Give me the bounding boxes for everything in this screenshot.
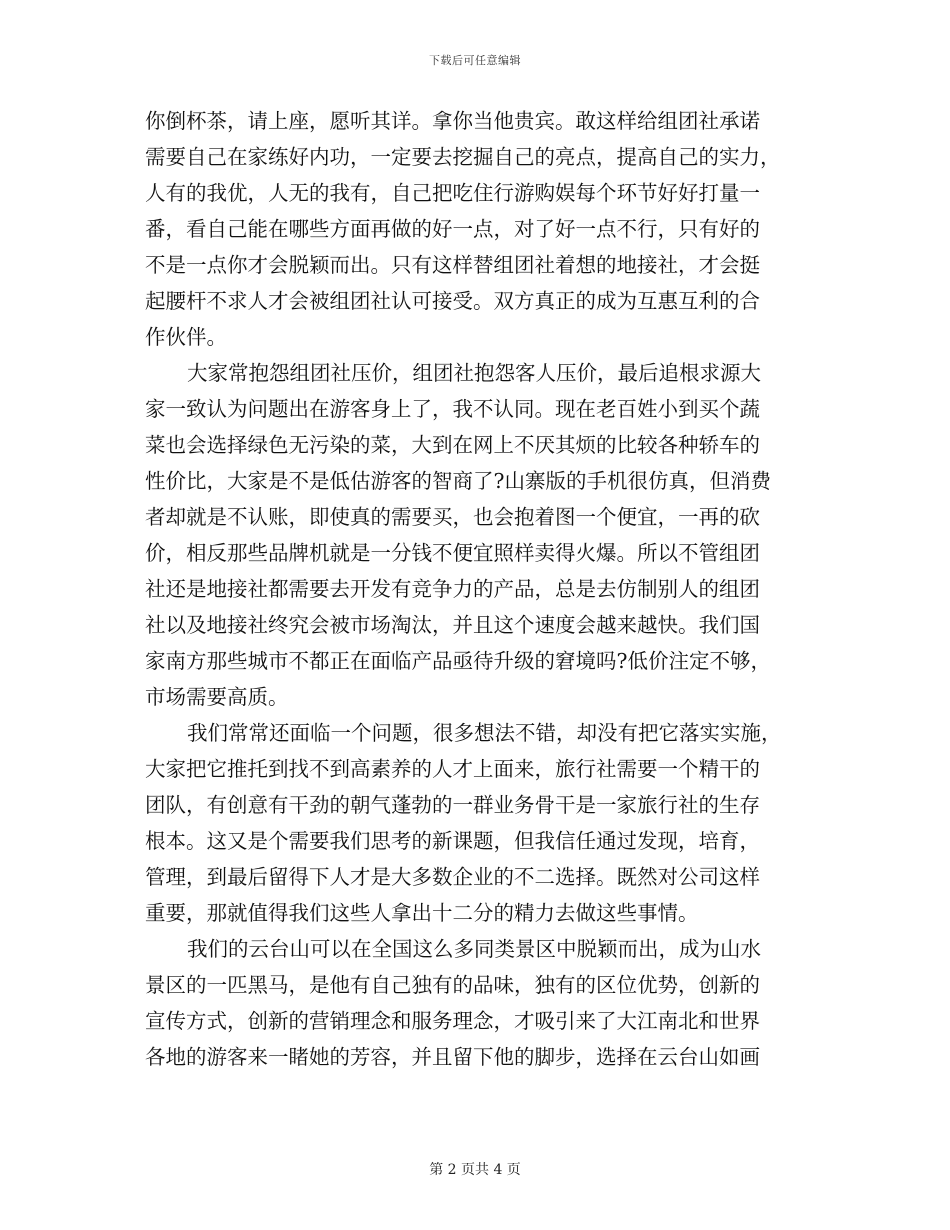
text-line: 宣传方式，创新的营销理念和服务理念，才吸引来了大江南北和世界 — [145, 1009, 760, 1033]
text-line: 家南方那些城市不都正在面临产品亟待升级的窘境吗?低价注定不够， — [145, 649, 771, 673]
text-line: 管理，到最后留得下人才是大多数企业的不二选择。既然对公司这样 — [145, 865, 760, 889]
text-line: 社以及地接社终究会被市场淘汰，并且这个速度会越来越快。我们国 — [145, 613, 760, 637]
text-line: 番，看自己能在哪些方面再做的好一点，对了好一点不行，只有好的 — [145, 217, 760, 241]
text-line: 人有的我优，人无的我有，自己把吃住行游购娱每个环节好好打量一 — [145, 181, 760, 205]
paragraph-start-line: 我们的云台山可以在全国这么多同类景区中脱颖而出，成为山水 — [187, 937, 761, 961]
text-line: 根本。这又是个需要我们思考的新课题，但我信任通过发现，培育， — [145, 829, 760, 853]
page-header: 下载后可任意编辑 — [429, 54, 521, 67]
paragraph-start-line: 大家常抱怨组团社压价，组团社抱怨客人压价，最后追根求源大 — [187, 361, 761, 385]
text-line: 作伙伴。 — [145, 325, 227, 349]
text-line: 需要自己在家练好内功，一定要去挖掘自己的亮点，提高自己的实力， — [145, 145, 781, 169]
text-line: 性价比，大家是不是低估游客的智商了?山寨版的手机很仿真，但消费 — [145, 469, 771, 493]
page-footer: 第 2 页共 4 页 — [429, 1162, 521, 1178]
text-line: 家一致认为问题出在游客身上了，我不认同。现在老百姓小到买个蔬 — [145, 397, 760, 421]
document-body — [145, 103, 805, 1075]
text-line: 你倒杯茶，请上座，愿听其详。拿你当他贵宾。敢这样给组团社承诺 — [145, 109, 760, 133]
text-line: 景区的一匹黑马，是他有自己独有的品味，独有的区位优势，创新的 — [145, 973, 760, 997]
text-line: 重要，那就值得我们这些人拿出十二分的精力去做这些事情。 — [145, 901, 699, 925]
text-line: 不是一点你才会脱颖而出。只有这样替组团社着想的地接社，才会挺 — [145, 253, 760, 277]
text-line: 大家把它推托到找不到高素养的人才上面来，旅行社需要一个精干的 — [145, 757, 760, 781]
text-line: 菜也会选择绿色无污染的菜，大到在网上不厌其烦的比较各种轿车的 — [145, 433, 760, 457]
text-line: 社还是地接社都需要去开发有竞争力的产品，总是去仿制别人的组团 — [145, 577, 760, 601]
text-line: 起腰杆不求人才会被组团社认可接受。双方真正的成为互惠互利的合 — [145, 289, 760, 313]
text-line: 价，相反那些品牌机就是一分钱不便宜照样卖得火爆。所以不管组团 — [145, 541, 760, 565]
text-line: 市场需要高质。 — [145, 685, 289, 709]
paragraph-start-line: 我们常常还面临一个问题，很多想法不错，却没有把它落实实施， — [187, 721, 782, 745]
text-line: 团队，有创意有干劲的朝气蓬勃的一群业务骨干是一家旅行社的生存 — [145, 793, 760, 817]
text-line: 各地的游客来一睹她的芳容，并且留下他的脚步，选择在云台山如画 — [145, 1045, 760, 1069]
text-line: 者却就是不认账，即使真的需要买，也会抱着图一个便宜，一再的砍 — [145, 505, 760, 529]
